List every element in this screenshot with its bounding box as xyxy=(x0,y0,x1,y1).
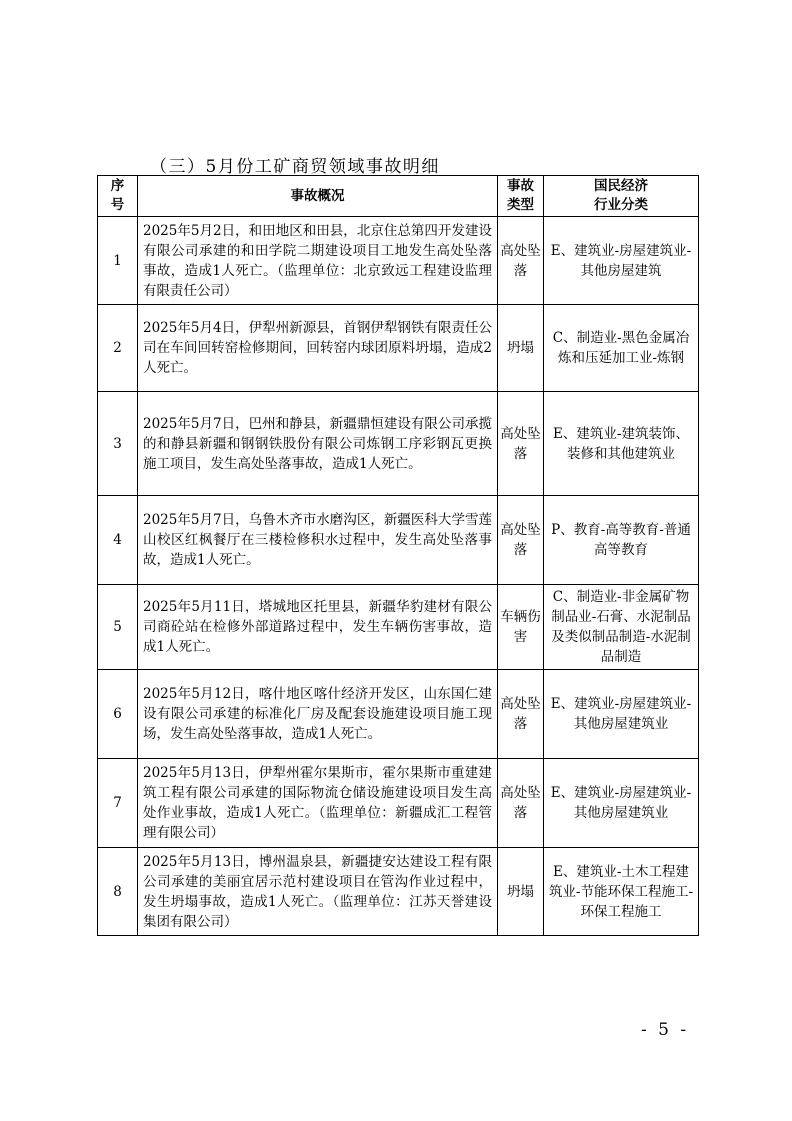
table-row xyxy=(98,392,699,496)
table-row xyxy=(98,670,699,759)
table-header-row xyxy=(98,176,699,217)
table-row xyxy=(98,305,699,392)
row-industry: E、建筑业-房屋建筑业-其他房屋建筑业 xyxy=(544,670,699,759)
table-row xyxy=(98,759,699,848)
header-industry-label: 国民经济行业分类 xyxy=(594,178,648,213)
row-accident-type: 坍塌 xyxy=(498,305,544,392)
header-industry xyxy=(544,176,699,217)
row-number: 5 xyxy=(98,585,138,670)
row-industry: E、建筑业-房屋建筑业-其他房屋建筑 xyxy=(544,217,699,305)
table-row xyxy=(98,217,699,305)
row-number: 7 xyxy=(98,759,138,848)
row-description: 2025年5月11日，塔城地区托里县，新疆华豹建材有限公司商砼站在检修外部道路过程中，发生车辆伤害事故，造成1人死亡。 xyxy=(138,585,498,670)
header-desc: 事故概况 xyxy=(138,176,498,217)
row-industry: C、制造业-非金属矿物制品业-石膏、水泥制品及类似制品制造-水泥制品制造 xyxy=(544,585,699,670)
row-number: 3 xyxy=(98,392,138,496)
row-accident-type: 高处坠落 xyxy=(498,759,544,848)
row-description: 2025年5月13日，伊犁州霍尔果斯市，霍尔果斯市重建建筑工程有限公司承建的国际物流仓储设施建设项目发生高处作业事故，造成1人死亡。（监理单位：新疆成汇工程管理有限公司） xyxy=(138,759,498,848)
row-number: 8 xyxy=(98,848,138,936)
row-number: 6 xyxy=(98,670,138,759)
table-row xyxy=(98,585,699,670)
header-type xyxy=(498,176,544,217)
row-number: 2 xyxy=(98,305,138,392)
row-description: 2025年5月7日，乌鲁木齐市水磨沟区，新疆医科大学雪莲山校区红枫餐厅在三楼检修积水过程中，发生高处坠落事故，造成1人死亡。 xyxy=(138,496,498,585)
row-accident-type: 高处坠落 xyxy=(498,392,544,496)
row-accident-type: 车辆伤害 xyxy=(498,585,544,670)
page-title: （三）5月份工矿商贸领域事故明细 xyxy=(150,157,440,177)
row-description: 2025年5月7日，巴州和静县，新疆鼎恒建设有限公司承揽的和静县新疆和钢钢铁股份有限公司炼钢工序彩钢瓦更换施工项目，发生高处坠落事故，造成1人死亡。 xyxy=(138,392,498,496)
row-industry: E、建筑业-土木工程建筑业-节能环保工程施工-环保工程施工 xyxy=(544,848,699,936)
row-accident-type: 高处坠落 xyxy=(498,217,544,305)
row-description: 2025年5月13日，博州温泉县，新疆捷安达建设工程有限公司承建的美丽宜居示范村建设项目在管沟作业过程中，发生坍塌事故，造成1人死亡。（监理单位：江苏天誉建设集团有限公司） xyxy=(138,848,498,936)
row-number: 4 xyxy=(98,496,138,585)
row-accident-type: 坍塌 xyxy=(498,848,544,936)
header-no xyxy=(98,176,138,217)
row-accident-type: 高处坠落 xyxy=(498,670,544,759)
row-industry: E、建筑业-建筑装饰、装修和其他建筑业 xyxy=(544,392,699,496)
header-no-label: 序号 xyxy=(110,178,125,213)
header-type-label: 事故类型 xyxy=(507,178,534,213)
table-row xyxy=(98,496,699,585)
row-accident-type: 高处坠落 xyxy=(498,496,544,585)
row-description: 2025年5月12日，喀什地区喀什经济开发区，山东国仁建设有限公司承建的标准化厂房及配套设施建设项目施工现场，发生高处坠落事故，造成1人死亡。 xyxy=(138,670,498,759)
row-description: 2025年5月4日，伊犁州新源县，首钢伊犁钢铁有限责任公司在车间回转窑检修期间，回转窑内球团原料坍塌，造成2人死亡。 xyxy=(138,305,498,392)
row-industry: C、制造业-黑色金属冶炼和压延加工业-炼钢 xyxy=(544,305,699,392)
row-number: 1 xyxy=(98,217,138,305)
row-industry: P、教育-高等教育-普通高等教育 xyxy=(544,496,699,585)
row-industry: E、建筑业-房屋建筑业-其他房屋建筑业 xyxy=(544,759,699,848)
page-number: - 5 - xyxy=(641,1020,690,1040)
accident-table xyxy=(97,175,699,936)
table-row xyxy=(98,848,699,936)
row-description: 2025年5月2日，和田地区和田县，北京住总第四开发建设有限公司承建的和田学院二期建设项目工地发生高处坠落事故，造成1人死亡。（监理单位：北京致远工程建设监理有限责任公司） xyxy=(138,217,498,305)
